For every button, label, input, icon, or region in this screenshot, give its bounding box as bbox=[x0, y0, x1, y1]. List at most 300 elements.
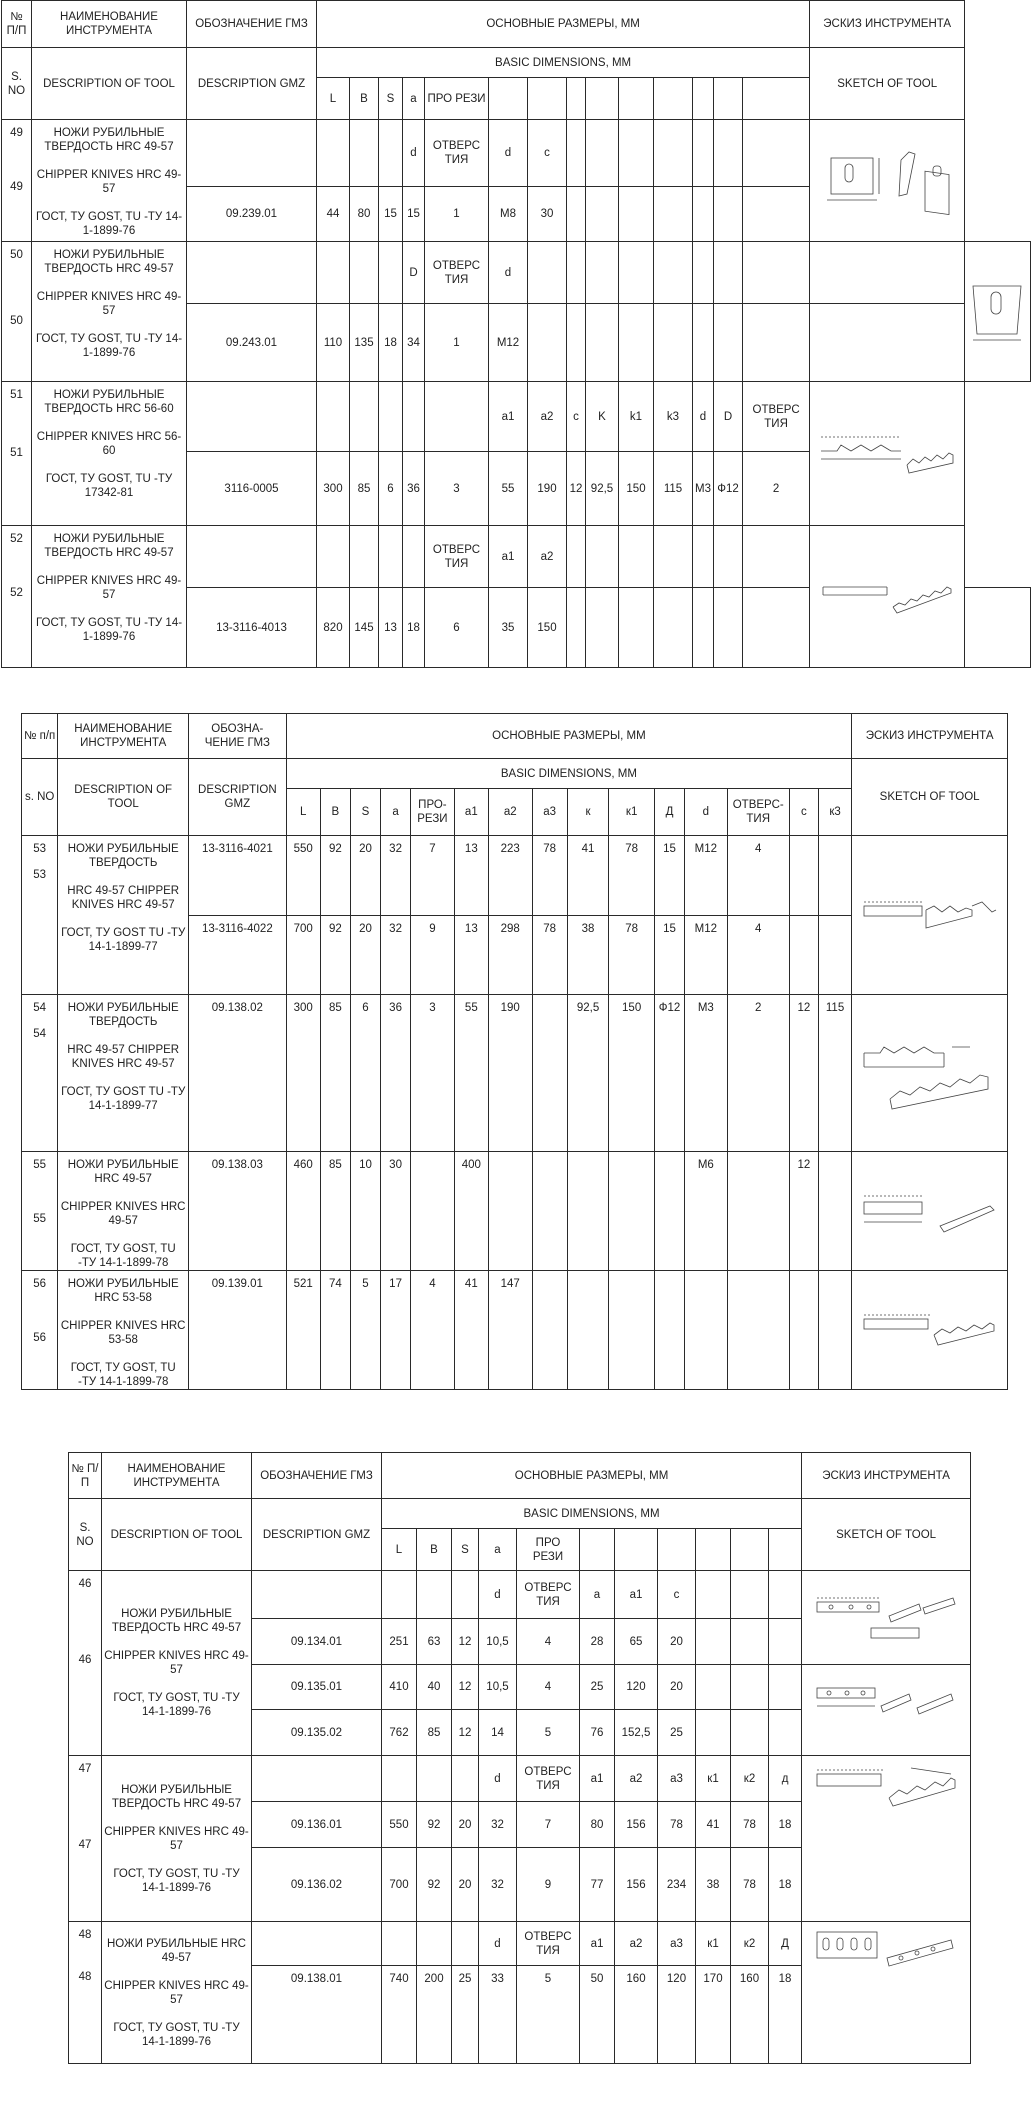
value-a: 15 bbox=[403, 187, 425, 242]
value-L: 300 bbox=[317, 452, 350, 526]
header-code-en: DESCRIPTION GMZ bbox=[189, 759, 287, 836]
value-a2: 156 bbox=[615, 1802, 658, 1848]
param-label: c bbox=[528, 120, 567, 187]
item-number: 52 52 bbox=[2, 526, 32, 668]
value-B: 85 bbox=[320, 995, 350, 1152]
spec-table-53-56 bbox=[21, 713, 1008, 1390]
value-a2: 156 bbox=[615, 1848, 658, 1922]
item-description: НОЖИ РУБИЛЬНЫЕ ТВЕРДОСТЬ HRC 56-60 CHIPPER KNIVES HRC 56-60 ГОСТ, ТУ GOST, TU -ТУ 17342-81 bbox=[32, 382, 187, 526]
col-k3: к3 bbox=[818, 789, 851, 836]
value-D: 18 bbox=[769, 1802, 802, 1848]
value-d: 14 bbox=[479, 1710, 517, 1756]
col-c: c bbox=[789, 789, 818, 836]
value-L: 521 bbox=[286, 1271, 320, 1390]
value-a2: 160 bbox=[615, 1966, 658, 2064]
tool-sketch-image bbox=[810, 526, 965, 668]
param-label: a2 bbox=[528, 382, 567, 452]
value-holes: 4 bbox=[517, 1665, 580, 1710]
col-a: a bbox=[479, 1529, 517, 1571]
value-a1: 77 bbox=[580, 1848, 615, 1922]
header-sketch-en: SKETCH OF TOOL bbox=[802, 1499, 971, 1571]
value-k1: 41 bbox=[696, 1802, 731, 1848]
param-label: a2 bbox=[615, 1922, 658, 1966]
item-code: 09.136.02 bbox=[252, 1848, 382, 1922]
value-a1: 400 bbox=[454, 1152, 488, 1271]
value-k1 bbox=[609, 1271, 655, 1390]
param-label: k3 bbox=[654, 382, 693, 452]
value-a: 17 bbox=[381, 1271, 411, 1390]
item-code: 09.134.01 bbox=[252, 1619, 382, 1665]
spec-table-46-48 bbox=[68, 1452, 971, 2064]
value-S: 20 bbox=[452, 1802, 479, 1848]
header-dimensions-en: BASIC DIMENSIONS, MM bbox=[382, 1499, 802, 1529]
value-a3: 78 bbox=[532, 916, 567, 995]
value-B: 92 bbox=[417, 1802, 452, 1848]
item-number: 49 49 bbox=[2, 120, 32, 242]
value-slots: 9 bbox=[411, 916, 455, 995]
value-d: 32 bbox=[479, 1802, 517, 1848]
value-d: 33 bbox=[479, 1966, 517, 2064]
value-k2: 78 bbox=[731, 1802, 769, 1848]
param-label: d bbox=[403, 120, 425, 187]
value-d: M12 bbox=[685, 836, 728, 916]
value-L: 820 bbox=[317, 588, 350, 668]
value-a1: 13 bbox=[454, 836, 488, 916]
value-a3: 78 bbox=[532, 836, 567, 916]
value-holes: 5 bbox=[517, 1710, 580, 1756]
param-label: ОТВЕРС ТИЯ bbox=[517, 1571, 580, 1619]
value-a1: 80 bbox=[580, 1802, 615, 1848]
value-D bbox=[654, 1271, 684, 1390]
value-k1 bbox=[609, 1152, 655, 1271]
value-k3: 115 bbox=[654, 452, 693, 526]
value-holes: 4 bbox=[727, 836, 789, 916]
value-k2: 160 bbox=[731, 1966, 769, 2064]
value-holes bbox=[727, 1152, 789, 1271]
param-label: ОТВЕРС ТИЯ bbox=[425, 526, 489, 588]
value-holes: 5 bbox=[517, 1966, 580, 2064]
value-k1: 78 bbox=[609, 836, 655, 916]
value-slots: 3 bbox=[425, 452, 489, 526]
value-a: 36 bbox=[403, 452, 425, 526]
value-a1: 120 bbox=[615, 1665, 658, 1710]
value-a1: 35 bbox=[489, 588, 528, 668]
param-label: d bbox=[489, 120, 528, 187]
header-dimensions-ru: ОСНОВНЫЕ РАЗМЕРЫ, ММ bbox=[382, 1453, 802, 1499]
header-number-ru: № П/П bbox=[2, 1, 32, 48]
value-a1: 50 bbox=[580, 1966, 615, 2064]
value-c bbox=[789, 1271, 818, 1390]
item-number: 47 47 bbox=[69, 1756, 102, 1922]
value-D bbox=[654, 1152, 684, 1271]
value-L: 740 bbox=[382, 1966, 417, 2064]
spec-table-49-52 bbox=[1, 0, 1031, 668]
param-label: a1 bbox=[580, 1756, 615, 1802]
header-sketch-en: SKETCH OF TOOL bbox=[810, 48, 965, 120]
header-dimensions-en: BASIC DIMENSIONS, MM bbox=[317, 48, 810, 78]
col-prorezi: ПРО РЕЗИ bbox=[517, 1529, 580, 1571]
item-description: НОЖИ РУБИЛЬНЫЕ ТВЕРДОСТЬ HRC 49-57 CHIPPER KNIVES HRC 49-57 ГОСТ, ТУ GOST, TU -ТУ 14-1-1899-76 bbox=[32, 526, 187, 668]
value-c: 20 bbox=[658, 1619, 696, 1665]
tool-sketch-image bbox=[852, 836, 1008, 995]
value-d: 10,5 bbox=[479, 1619, 517, 1665]
value-k1: 38 bbox=[696, 1848, 731, 1922]
header-sketch-en: SKETCH OF TOOL bbox=[852, 759, 1008, 836]
item-code: 09.139.01 bbox=[189, 1271, 287, 1390]
param-label: d bbox=[479, 1756, 517, 1802]
item-number: 50 50 bbox=[2, 242, 32, 382]
col-a1: a1 bbox=[454, 789, 488, 836]
param-label: к2 bbox=[731, 1922, 769, 1966]
item-code: 13-3116-4013 bbox=[187, 588, 317, 668]
col-k1: к1 bbox=[609, 789, 655, 836]
value-a2: 147 bbox=[488, 1271, 532, 1390]
item-description: НОЖИ РУБИЛЬНЫЕ ТВЕРДОСТЬ HRC 49-57 CHIPPER KNIVES HRC 49-57 ГОСТ, ТУ GOST, TU -ТУ 14-1-1899-76 bbox=[32, 120, 187, 242]
param-label: ОТВЕРС ТИЯ bbox=[425, 120, 489, 187]
value-B: 135 bbox=[350, 304, 379, 382]
value-slots: 3 bbox=[411, 995, 455, 1152]
value-holes: 4 bbox=[727, 916, 789, 995]
value-a3: 78 bbox=[658, 1802, 696, 1848]
param-label: a2 bbox=[615, 1756, 658, 1802]
item-code: 09.138.01 bbox=[252, 1966, 382, 2064]
value-holes: 2 bbox=[743, 452, 810, 526]
value-d: M12 bbox=[489, 304, 528, 382]
item-code: 09.138.03 bbox=[189, 1152, 287, 1271]
value-a2 bbox=[488, 1152, 532, 1271]
item-number: 51 51 bbox=[2, 382, 32, 526]
value-a3 bbox=[532, 1271, 567, 1390]
item-code: 09.138.02 bbox=[189, 995, 287, 1152]
item-number: 54 54 bbox=[22, 995, 58, 1152]
value-d: M8 bbox=[489, 187, 528, 242]
value-a1: 152,5 bbox=[615, 1710, 658, 1756]
value-D: 15 bbox=[654, 916, 684, 995]
col-a: a bbox=[403, 78, 425, 120]
item-number: 48 48 bbox=[69, 1922, 102, 2064]
header-number-ru: № п/п bbox=[22, 714, 58, 759]
col-holes: ОТВЕРС- ТИЯ bbox=[727, 789, 789, 836]
value-S: 6 bbox=[350, 995, 380, 1152]
param-label: c bbox=[567, 382, 586, 452]
value-a1: 13 bbox=[454, 916, 488, 995]
value-S: 12 bbox=[452, 1619, 479, 1665]
value-L: 460 bbox=[286, 1152, 320, 1271]
param-label: ОТВЕРС ТИЯ bbox=[743, 382, 810, 452]
value-d: 32 bbox=[479, 1848, 517, 1922]
item-code: 13-3116-4021 bbox=[189, 836, 287, 916]
value-B: 80 bbox=[350, 187, 379, 242]
value-c: 20 bbox=[658, 1665, 696, 1710]
value-holes: 6 bbox=[425, 588, 489, 668]
value-S: 6 bbox=[379, 452, 403, 526]
header-number-ru: № П/П bbox=[69, 1453, 102, 1499]
item-code: 09.135.02 bbox=[252, 1710, 382, 1756]
value-holes: 4 bbox=[517, 1619, 580, 1665]
value-d: 10,5 bbox=[479, 1665, 517, 1710]
value-k: 38 bbox=[567, 916, 609, 995]
value-c: 12 bbox=[789, 995, 818, 1152]
value-L: 762 bbox=[382, 1710, 417, 1756]
value-a2: 223 bbox=[488, 836, 532, 916]
value-k1: 170 bbox=[696, 1966, 731, 2064]
param-label: K bbox=[586, 382, 619, 452]
value-L: 700 bbox=[382, 1848, 417, 1922]
header-name-en: DESCRIPTION OF TOOL bbox=[32, 48, 187, 120]
tool-sketch-image bbox=[802, 1665, 971, 1756]
tool-sketch-image bbox=[810, 382, 965, 526]
tool-sketch-image bbox=[810, 120, 965, 242]
item-code: 09.239.01 bbox=[187, 187, 317, 242]
item-description: НОЖИ РУБИЛЬНЫЕ HRC 53-58 CHIPPER KNIVES HRC 53-58 ГОСТ, ТУ GOST, TU -ТУ 14-1-1899-78 bbox=[58, 1271, 189, 1390]
header-code-ru: ОБОЗНА- ЧЕНИЕ ГМЗ bbox=[189, 714, 287, 759]
value-S: 15 bbox=[379, 187, 403, 242]
value-holes: 1 bbox=[425, 187, 489, 242]
value-a: 18 bbox=[403, 588, 425, 668]
value-B: 200 bbox=[417, 1966, 452, 2064]
value-d bbox=[685, 1271, 728, 1390]
item-code: 13-3116-4022 bbox=[189, 916, 287, 995]
item-description: НОЖИ РУБИЛЬНЫЕ HRC 49-57 CHIPPER KNIVES HRC 49-57 ГОСТ, ТУ GOST, TU -ТУ 14-1-1899-76 bbox=[102, 1922, 252, 2064]
value-a3: 234 bbox=[658, 1848, 696, 1922]
param-label: d bbox=[489, 242, 528, 304]
value-S: 25 bbox=[452, 1966, 479, 2064]
param-label: к1 bbox=[696, 1922, 731, 1966]
col-a3: a3 bbox=[532, 789, 567, 836]
value-a2: 190 bbox=[488, 995, 532, 1152]
param-label: c bbox=[658, 1571, 696, 1619]
col-prorezi: ПРО- РЕЗИ bbox=[411, 789, 455, 836]
param-label: к2 bbox=[731, 1756, 769, 1802]
value-k3 bbox=[818, 1152, 851, 1271]
item-code: 09.243.01 bbox=[187, 304, 317, 382]
value-S: 12 bbox=[452, 1710, 479, 1756]
header-number-en: s. NO bbox=[22, 759, 58, 836]
header-code-ru: ОБОЗНАЧЕНИЕ ГМЗ bbox=[252, 1453, 382, 1499]
value-L: 300 bbox=[286, 995, 320, 1152]
param-label: d bbox=[693, 382, 714, 452]
header-code-en: DESCRIPTION GMZ bbox=[187, 48, 317, 120]
item-number: 56 56 bbox=[22, 1271, 58, 1390]
value-c: 25 bbox=[658, 1710, 696, 1756]
tool-sketch-image bbox=[802, 1922, 971, 2064]
tool-sketch-image bbox=[852, 1152, 1008, 1271]
value-holes: 2 bbox=[727, 995, 789, 1152]
item-code: 09.135.01 bbox=[252, 1665, 382, 1710]
value-k: 92,5 bbox=[567, 995, 609, 1152]
value-L: 110 bbox=[317, 304, 350, 382]
value-slots bbox=[411, 1152, 455, 1271]
col-B: B bbox=[320, 789, 350, 836]
param-label: a1 bbox=[489, 526, 528, 588]
value-k1: 78 bbox=[609, 916, 655, 995]
value-k3 bbox=[818, 1271, 851, 1390]
param-label: D bbox=[403, 242, 425, 304]
tool-sketch-image bbox=[802, 1571, 971, 1665]
value-a: 28 bbox=[580, 1619, 615, 1665]
value-B: 85 bbox=[417, 1710, 452, 1756]
value-L: 700 bbox=[286, 916, 320, 995]
header-sketch-ru: ЭСКИЗ ИНСТРУМЕНТА bbox=[852, 714, 1008, 759]
value-S: 12 bbox=[452, 1665, 479, 1710]
value-S: 13 bbox=[379, 588, 403, 668]
value-k2: 78 bbox=[731, 1848, 769, 1922]
value-D: Ф12 bbox=[654, 995, 684, 1152]
value-a2: 298 bbox=[488, 916, 532, 995]
value-B: 63 bbox=[417, 1619, 452, 1665]
col-prorezi: ПРО РЕЗИ bbox=[425, 78, 489, 120]
value-B: 92 bbox=[320, 916, 350, 995]
value-k1: 150 bbox=[609, 995, 655, 1152]
param-label: k1 bbox=[619, 382, 654, 452]
param-label: Д bbox=[769, 1922, 802, 1966]
header-code-ru: ОБОЗНАЧЕНИЕ ГМЗ bbox=[187, 1, 317, 48]
value-d: M6 bbox=[685, 1152, 728, 1271]
col-L: L bbox=[382, 1529, 417, 1571]
param-label: a3 bbox=[658, 1922, 696, 1966]
col-S: S bbox=[350, 789, 380, 836]
col-B: B bbox=[350, 78, 379, 120]
header-number-en: S. NO bbox=[2, 48, 32, 120]
col-L: L bbox=[317, 78, 350, 120]
param-label: a3 bbox=[658, 1756, 696, 1802]
value-a: 32 bbox=[381, 836, 411, 916]
param-label: д bbox=[769, 1756, 802, 1802]
value-D: 15 bbox=[654, 836, 684, 916]
value-a2: 150 bbox=[528, 588, 567, 668]
value-a1: 55 bbox=[489, 452, 528, 526]
value-a1: 65 bbox=[615, 1619, 658, 1665]
param-label: a1 bbox=[615, 1571, 658, 1619]
item-code: 3116-0005 bbox=[187, 452, 317, 526]
value-c: 12 bbox=[567, 452, 586, 526]
param-label: a bbox=[580, 1571, 615, 1619]
value-holes: 9 bbox=[517, 1848, 580, 1922]
col-B: B bbox=[417, 1529, 452, 1571]
value-B: 145 bbox=[350, 588, 379, 668]
value-a3: 120 bbox=[658, 1966, 696, 2064]
value-L: 550 bbox=[286, 836, 320, 916]
value-k1: 150 bbox=[619, 452, 654, 526]
param-label: к1 bbox=[696, 1756, 731, 1802]
item-number: 46 46 bbox=[69, 1571, 102, 1756]
col-a: a bbox=[381, 789, 411, 836]
value-L: 251 bbox=[382, 1619, 417, 1665]
header-sketch-ru: ЭСКИЗ ИНСТРУМЕНТА bbox=[802, 1453, 971, 1499]
value-a1: 41 bbox=[454, 1271, 488, 1390]
param-label: D bbox=[714, 382, 743, 452]
param-label: d bbox=[479, 1571, 517, 1619]
value-d: M3 bbox=[685, 995, 728, 1152]
tool-sketch-image bbox=[965, 242, 1031, 382]
value-L: 550 bbox=[382, 1802, 417, 1848]
value-B: 85 bbox=[320, 1152, 350, 1271]
param-label: a1 bbox=[489, 382, 528, 452]
header-dimensions-en: BASIC DIMENSIONS, MM bbox=[286, 759, 852, 789]
value-S: 18 bbox=[379, 304, 403, 382]
value-k bbox=[567, 1271, 609, 1390]
col-L: L bbox=[286, 789, 320, 836]
col-D: Д bbox=[654, 789, 684, 836]
value-slots: 7 bbox=[411, 836, 455, 916]
header-code-en: DESCRIPTION GMZ bbox=[252, 1499, 382, 1571]
value-L: 44 bbox=[317, 187, 350, 242]
value-a: 32 bbox=[381, 916, 411, 995]
value-slots: 4 bbox=[411, 1271, 455, 1390]
value-B: 74 bbox=[320, 1271, 350, 1390]
param-label: ОТВЕРС ТИЯ bbox=[517, 1756, 580, 1802]
item-description: НОЖИ РУБИЛЬНЫЕ ТВЕРДОСТЬ HRC 49-57 CHIPPER KNIVES HRC 49-57 ГОСТ, ТУ GOST, TU -ТУ 14-1-1899-76 bbox=[102, 1571, 252, 1756]
value-S: 20 bbox=[452, 1848, 479, 1922]
item-description: НОЖИ РУБИЛЬНЫЕ ТВЕРДОСТЬ HRC 49-57 CHIPPER KNIVES HRC 49-57 ГОСТ, ТУ GOST TU -ТУ 14-1-1899-77 bbox=[58, 836, 189, 995]
value-a3 bbox=[532, 1152, 567, 1271]
value-k3: 115 bbox=[818, 995, 851, 1152]
value-holes: 1 bbox=[425, 304, 489, 382]
value-a: 36 bbox=[381, 995, 411, 1152]
item-code: 09.136.01 bbox=[252, 1802, 382, 1848]
header-name-ru: НАИМЕНОВАНИЕ ИНСТРУМЕНТА bbox=[32, 1, 187, 48]
value-a3 bbox=[532, 995, 567, 1152]
value-c: 30 bbox=[528, 187, 567, 242]
value-a: 34 bbox=[403, 304, 425, 382]
header-name-ru: НАИМЕНОВАНИЕ ИНСТРУМЕНТА bbox=[102, 1453, 252, 1499]
value-B: 92 bbox=[417, 1848, 452, 1922]
header-number-en: S. NO bbox=[69, 1499, 102, 1571]
header-sketch-ru: ЭСКИЗ ИНСТРУМЕНТА bbox=[810, 1, 965, 48]
value-a: 25 bbox=[580, 1665, 615, 1710]
item-description: НОЖИ РУБИЛЬНЫЕ HRC 49-57 CHIPPER KNIVES HRC 49-57 ГОСТ, ТУ GOST, TU -ТУ 14-1-1899-78 bbox=[58, 1152, 189, 1271]
value-B: 40 bbox=[417, 1665, 452, 1710]
param-label: ОТВЕРС ТИЯ bbox=[425, 242, 489, 304]
value-L: 410 bbox=[382, 1665, 417, 1710]
value-D: Ф12 bbox=[714, 452, 743, 526]
value-S: 10 bbox=[350, 1152, 380, 1271]
param-label: a1 bbox=[580, 1922, 615, 1966]
value-a2: 190 bbox=[528, 452, 567, 526]
col-a2: a2 bbox=[488, 789, 532, 836]
tool-sketch-image bbox=[802, 1756, 971, 1922]
col-S: S bbox=[379, 78, 403, 120]
item-description: НОЖИ РУБИЛЬНЫЕ ТВЕРДОСТЬ HRC 49-57 CHIPPER KNIVES HRC 49-57 ГОСТ, ТУ GOST TU -ТУ 14-1-1899-77 bbox=[58, 995, 189, 1152]
value-holes bbox=[727, 1271, 789, 1390]
value-d: M3 bbox=[693, 452, 714, 526]
value-a: 30 bbox=[381, 1152, 411, 1271]
param-label: d bbox=[479, 1922, 517, 1966]
col-S: S bbox=[452, 1529, 479, 1571]
value-a1: 55 bbox=[454, 995, 488, 1152]
value-K: 92,5 bbox=[586, 452, 619, 526]
value-c: 12 bbox=[789, 1152, 818, 1271]
param-label: a2 bbox=[528, 526, 567, 588]
value-d: M12 bbox=[685, 916, 728, 995]
tool-sketch-image bbox=[852, 1271, 1008, 1390]
header-name-en: DESCRIPTION OF TOOL bbox=[102, 1499, 252, 1571]
value-B: 85 bbox=[350, 452, 379, 526]
value-D: 18 bbox=[769, 1966, 802, 2064]
value-S: 20 bbox=[350, 836, 380, 916]
value-S: 20 bbox=[350, 916, 380, 995]
item-number: 55 55 bbox=[22, 1152, 58, 1271]
item-description: НОЖИ РУБИЛЬНЫЕ ТВЕРДОСТЬ HRC 49-57 CHIPPER KNIVES HRC 49-57 ГОСТ, ТУ GOST, TU -ТУ 14-1-1899-76 bbox=[102, 1756, 252, 1922]
item-number: 53 53 bbox=[22, 836, 58, 995]
col-k: к bbox=[567, 789, 609, 836]
value-B: 92 bbox=[320, 836, 350, 916]
header-name-en: DESCRIPTION OF TOOL bbox=[58, 759, 189, 836]
value-S: 5 bbox=[350, 1271, 380, 1390]
value-holes: 7 bbox=[517, 1802, 580, 1848]
value-D: 18 bbox=[769, 1848, 802, 1922]
col-d: d bbox=[685, 789, 728, 836]
